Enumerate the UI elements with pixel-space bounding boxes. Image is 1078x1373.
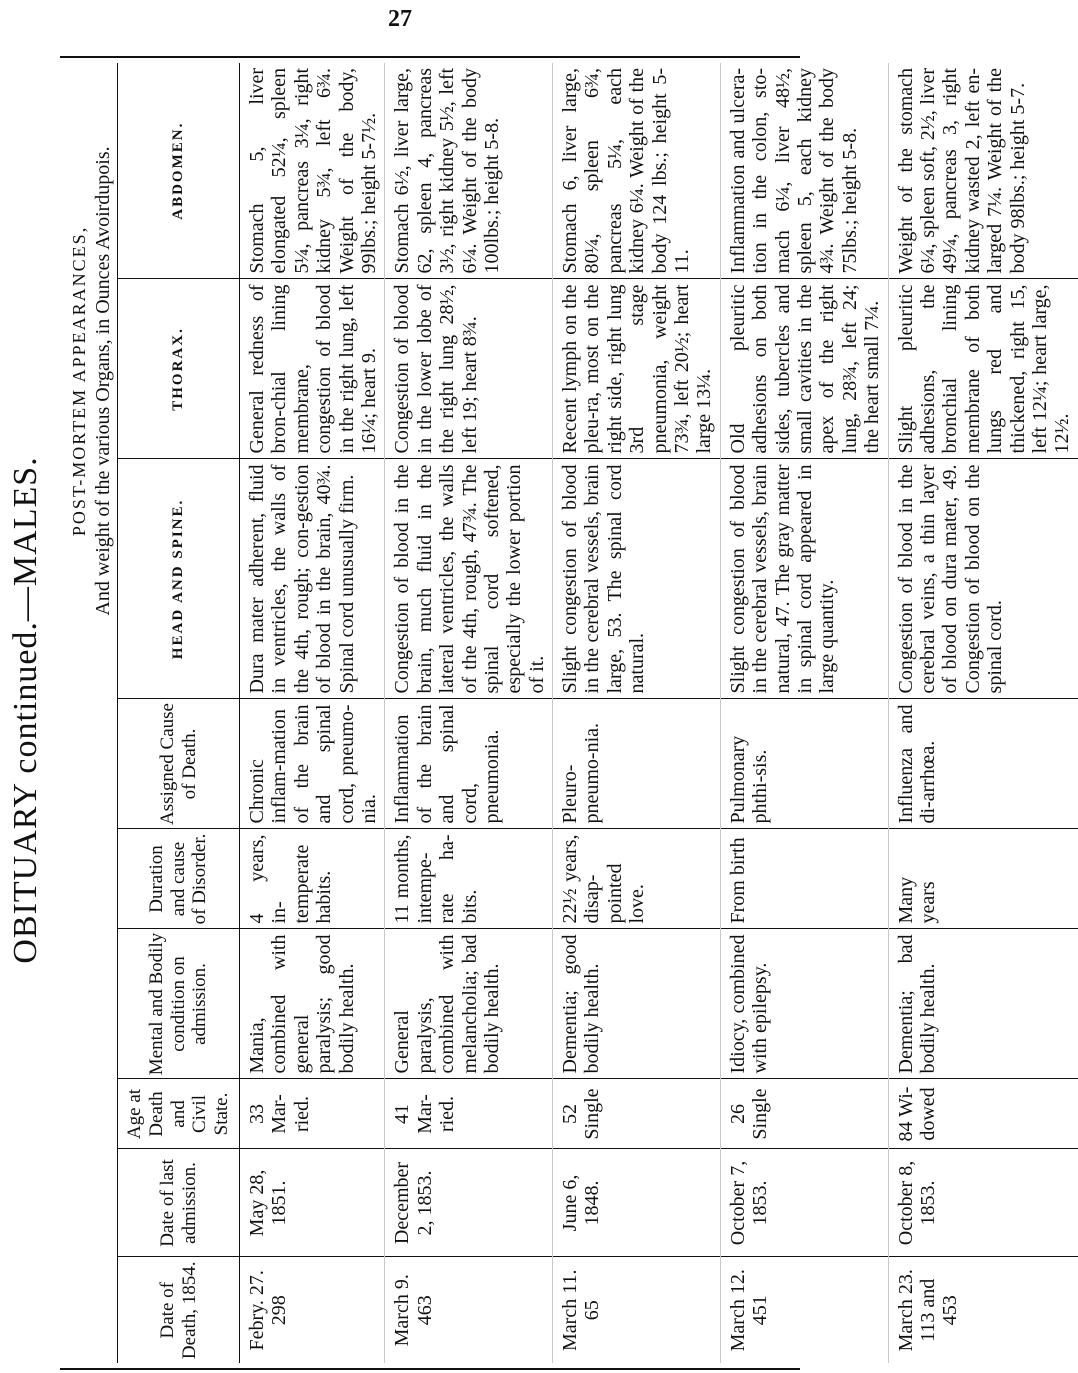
cell-cause: Pleuro-pneumo-nia. [553, 699, 721, 829]
cell-cause: Inflammation of the brain and spinal cord, pneumonia. [385, 699, 553, 829]
col-header-age: Age at Death and Civil State. [118, 1079, 240, 1149]
cell-thorax: Old pleuritic adhesions on both sides, tubercles and small cavities in the apex of the right lung, 28¾, left 24; the heart small 7¼. [720, 279, 888, 459]
obituary-table [67, 63, 1078, 1363]
page-number: 27 [388, 6, 412, 32]
cell-death-date: March 11. 65 [553, 1257, 721, 1363]
col-header-head: HEAD AND SPINE. [118, 459, 240, 699]
cell-age: 52 Single [553, 1079, 721, 1149]
table-row [240, 63, 385, 1363]
col-header-thorax: THORAX. [118, 279, 240, 459]
table-row [553, 63, 721, 1363]
cell-age: 33 Mar-ried. [240, 1079, 385, 1149]
cell-head: Slight congestion of blood in the cerebral vessels, brain large, 53. The spinal cord natural. [553, 459, 721, 699]
cell-abdomen: Stomach 6, liver large, 80¼, spleen 6¾, pancreas 5¼, each kidney 6¼. Weight of the body 124 lbs.; height 5-11. [553, 63, 721, 279]
cell-duration: Many years [888, 829, 1078, 929]
cell-duration: 11 months, intempe-rate ha-bits. [385, 829, 553, 929]
cell-cause: Pulmonary phthi-sis. [720, 699, 888, 829]
cell-condition: General paralysis, combined with melancholia; bad bodily health. [385, 929, 553, 1079]
cell-condition: Dementia; bad bodily health. [888, 929, 1078, 1079]
cell-abdomen: Stomach 6½, liver large, 62, spleen 4, pancreas 3½, right kidney 5½, left 6¼. Weight of the body 100lbs.; height 5-8. [385, 63, 553, 279]
cell-thorax: Recent lymph on the pleu-ra, most on the right side, right lung 3rd stage pneumonia, weight 73¾, left 20½; heart large 13¼. [553, 279, 721, 459]
cell-cause: Chronic inflam-mation of the brain and spinal cord, pneumo-nia. [240, 699, 385, 829]
cell-thorax: Congestion of blood in the lower lobe of the right lung 28½, left 19; heart 8¾. [385, 279, 553, 459]
rotated-table [67, 63, 1074, 1363]
cell-admission: June 6, 1848. [553, 1149, 721, 1257]
cell-age: 26 Single [720, 1079, 888, 1149]
table-frame [60, 56, 1074, 1370]
cell-duration: From birth [720, 829, 888, 929]
cell-abdomen: Inflammation and ulcera-tion in the colon, sto-mach 6¼, liver 48½, spleen 5, each kidney 4¾. Weight of the body 75lbs.; height 5-8. [720, 63, 888, 279]
col-header-admission: Date of last admission. [118, 1149, 240, 1257]
cell-thorax: Slight pleuritic adhesions, the bronchial lining membrane of both lungs red and thickened, right 15, left 12¼; heart large, 12½. [888, 279, 1078, 459]
cell-death-date: March 12. 451 [720, 1257, 888, 1363]
col-header-cause: Assigned Cause of Death. [118, 699, 240, 829]
table-title-block [67, 63, 118, 699]
table-title: POST-MORTEM APPEARANCES, [69, 225, 89, 537]
cell-death-date: Febry. 27. 298 [240, 1257, 385, 1363]
cell-head: Congestion of blood in the brain, much fluid in the lateral ventricles, the walls of the 4th, rough, 47¾. The spinal cord softened, especially the lower portion of it. [385, 459, 553, 699]
cell-condition: Mania, combined with general paralysis; good bodily health. [240, 929, 385, 1079]
cell-admission: May 28, 1851. [240, 1149, 385, 1257]
cell-duration: 4 years, in-temperate habits. [240, 829, 385, 929]
cell-abdomen: Weight of the stomach 6¼, spleen soft, 2½, liver 49¼, pancreas 3, right kidney wasted 2, left en-larged 7¼. Weight of the body 98lbs.; height 5-7. [894, 67, 1029, 274]
cell-thorax: General redness of bron-chial lining membrane, congestion of blood in the right lung, left 16¼; heart 9. [240, 279, 385, 459]
col-header-death-date: Date of Death, 1854. [118, 1257, 240, 1363]
table-row [720, 63, 888, 1363]
cell-admission: December 2, 1853. [385, 1149, 553, 1257]
cell-condition: Dementia; good bodily health. [553, 929, 721, 1079]
cell-admission: October 8, 1853. [888, 1149, 1078, 1257]
table-subtitle: And weight of the various Organs, in Ounces Avoirdupois. [92, 146, 114, 616]
col-header-condition: Mental and Bodily condition on admission. [118, 929, 240, 1079]
col-header-abdomen: ABDOMEN. [118, 63, 240, 279]
side-title: OBITUARY continued.—MALES. [7, 456, 44, 964]
cell-cause: Influenza and di-arrhœa. [888, 699, 1078, 829]
cell-age: 41 Mar-ried. [385, 1079, 553, 1149]
header-spacer [67, 699, 118, 1363]
cell-condition: Idiocy, combined with epilepsy. [720, 929, 888, 1079]
cell-duration: 22½ years, disap-pointed love. [553, 829, 721, 929]
cell-age: 84 Wi-dowed [888, 1079, 1078, 1149]
cell-death-date: March 9. 463 [385, 1257, 553, 1363]
cell-death-date: March 23. 113 and 453 [888, 1257, 1078, 1363]
cell-head: Congestion of blood in the cerebral veins, a thin layer of blood on dura mater, 49. Congestion of blood on the spinal cord. [888, 459, 1078, 699]
cell-head: Slight congestion of blood in the cerebral vessels, brain natural, 47. The gray matter in spinal cord appeared in large quantity. [720, 459, 888, 699]
table-row [385, 63, 553, 1363]
cell-head: Dura mater adherent, fluid in ventricles, the walls of the 4th, rough; con-gestion of blood in the brain, 40¾. Spinal cord unusually firm. [240, 459, 385, 699]
col-header-duration: Duration and cause of Disorder. [118, 829, 240, 929]
side-title-strip [0, 60, 52, 1360]
cell-abdomen: Stomach 5, liver elongated 52¼, spleen 5¼, pancreas 3¼, right kidney 5¾, left 6¾. Weight of the body, 99lbs.; height 5-7½. [240, 63, 385, 279]
cell-admission: October 7, 1853. [720, 1149, 888, 1257]
table-row [888, 63, 1078, 1363]
